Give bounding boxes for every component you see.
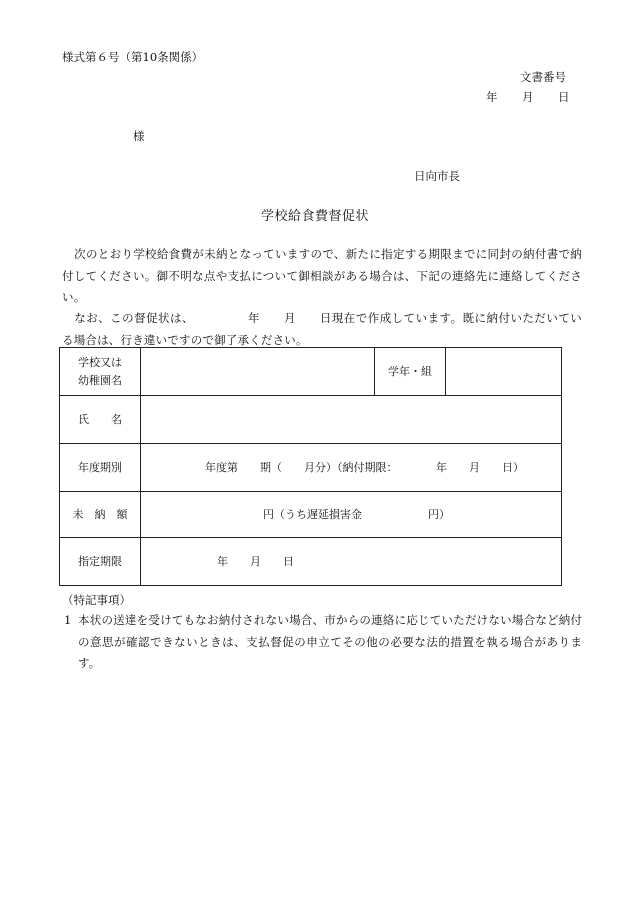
school-name-field <box>141 348 375 396</box>
notes-heading: （特記事項） <box>62 593 131 607</box>
date-day: 日 <box>558 90 570 104</box>
name-label: 氏 名 <box>60 396 141 444</box>
notice-table <box>59 347 562 586</box>
school-label-line2: 幼稚園名 <box>78 373 122 387</box>
school-label-line1: 学校又は <box>78 355 122 369</box>
deadline-label: 指定期限 <box>60 538 141 586</box>
body-paragraph-2-text: なお、この督促状は、 年 月 日現在で作成しています。既に納付いただいている場合は、行き違いですので御了承ください。 <box>62 311 582 347</box>
addressee-suffix: 様 <box>133 129 145 143</box>
note-number: 1 <box>64 613 72 627</box>
row-name <box>60 396 562 444</box>
unpaid-amount-label: 未 納 額 <box>60 492 141 538</box>
row-unpaid <box>60 492 562 538</box>
unpaid-amount-value: 円（うち遅延損害金 円） <box>141 492 562 538</box>
school-label <box>60 348 141 396</box>
deadline-value: 年 月 日 <box>141 538 562 586</box>
row-deadline <box>60 538 562 586</box>
body-paragraph-1-text: 次のとおり学校給食費が未納となっていますので、新たに指定する期限までに同封の納付書で納付してください。御不明な点や支払について御相談がある場合は、下記の連絡先に連絡してください。 <box>62 247 582 304</box>
period-value: 年度第 期（ 月分）（納付期限： 年 月 日） <box>141 444 562 492</box>
body-paragraph-2 <box>62 308 582 351</box>
sender-name: 日向市長 <box>414 169 460 183</box>
row-period <box>60 444 562 492</box>
special-notes <box>62 590 582 675</box>
grade-class-field <box>446 348 562 396</box>
name-field <box>141 396 562 444</box>
body-paragraph-1 <box>62 244 582 309</box>
page-title: 学校給食費督促状 <box>260 209 369 224</box>
date-month: 月 <box>522 90 534 104</box>
form-number: 様式第６号（第10条関係） <box>62 50 204 64</box>
note-text: 本状の送達を受けてもなお納付されない場合、市からの連絡に応じていただけない場合など納付の意思が確認できないときは、支払督促の申立てその他の必要な法的措置を執る場合があります。 <box>78 613 582 670</box>
period-label: 年度期別 <box>60 444 141 492</box>
grade-class-label: 学年・組 <box>375 348 446 396</box>
row-school <box>60 348 562 396</box>
date-year: 年 <box>486 90 498 104</box>
document-number-label: 文書番号 <box>520 70 566 84</box>
note-item <box>62 610 582 675</box>
